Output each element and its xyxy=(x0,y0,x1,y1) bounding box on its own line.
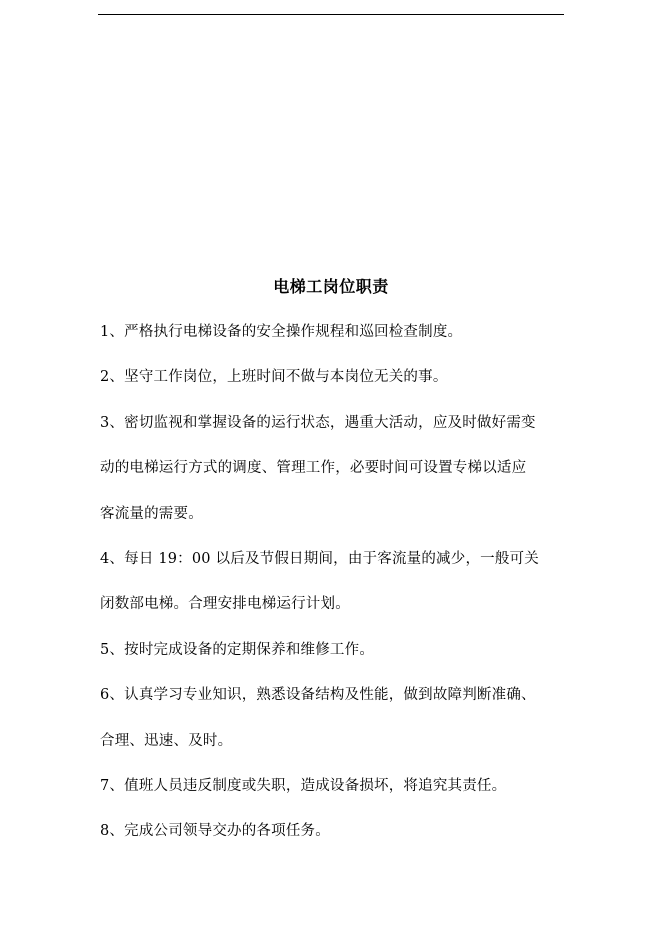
clause-line: 4、每日 19：00 以后及节假日期间，由于客流量的减少，一般可关 xyxy=(100,550,539,567)
header-rule xyxy=(98,14,564,15)
duty-clause-4 xyxy=(100,549,562,640)
clause-line: 1、严格执行电梯设备的安全操作规程和巡回检查制度。 xyxy=(100,324,463,340)
clause-line: 闭数部电梯。合理安排电梯运行计划。 xyxy=(100,596,350,613)
duty-list xyxy=(100,322,562,867)
clause-line: 5、按时完成设备的定期保养和维修工作。 xyxy=(100,641,375,658)
duty-clause-6 xyxy=(100,685,562,776)
clause-line: 7、值班人员违反制度或失职，造成设备损坏，将追究其责任。 xyxy=(100,777,507,794)
duty-clause-1 xyxy=(100,322,562,367)
duty-clause-5 xyxy=(100,640,562,685)
clause-line: 客流量的需要。 xyxy=(100,505,203,522)
duty-clause-8 xyxy=(100,821,562,866)
clause-line: 2、坚守工作岗位，上班时间不做与本岗位无关的事。 xyxy=(100,369,448,386)
clause-line: 6、认真学习专业知识，熟悉设备结构及性能，做到故障判断准确、 xyxy=(100,687,536,704)
clause-line: 动的电梯运行方式的调度、管理工作，必要时间可设置专梯以适应 xyxy=(100,460,527,477)
document-title: 电梯工岗位职责 xyxy=(273,277,389,296)
clause-line: 合理、迅速、及时。 xyxy=(100,732,233,749)
duty-clause-3 xyxy=(100,413,562,549)
clause-line: 3、密切监视和掌握设备的运行状态，遇重大活动，应及时做好需变 xyxy=(100,414,536,431)
duty-clause-7 xyxy=(100,776,562,821)
duty-clause-2 xyxy=(100,367,562,412)
clause-line: 8、完成公司领导交办的各项任务。 xyxy=(100,823,330,840)
